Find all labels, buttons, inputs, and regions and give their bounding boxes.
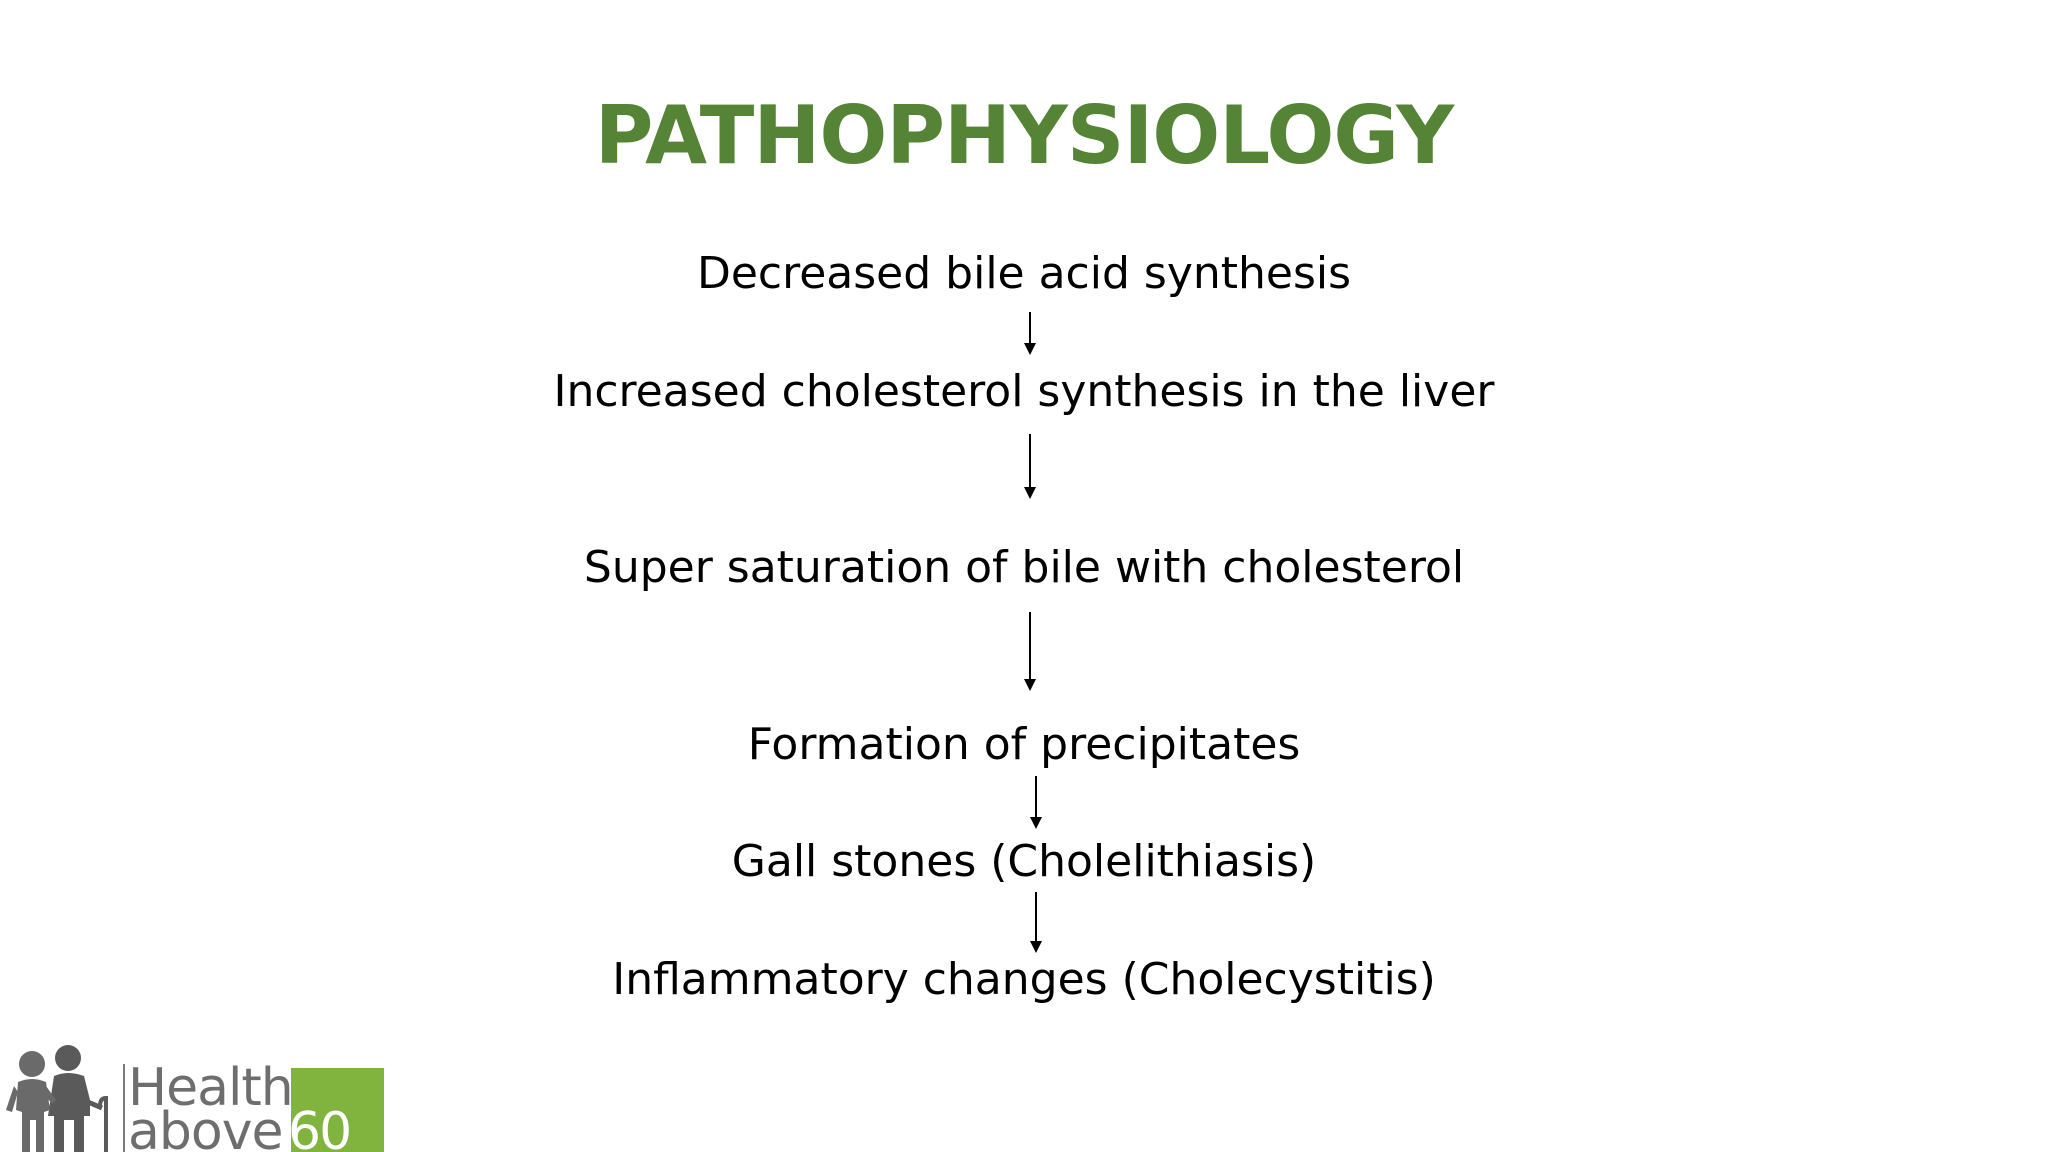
- brand-logo: [4, 1040, 388, 1152]
- logo-word-health: Health: [128, 1058, 293, 1118]
- flow-step-1: Decreased bile acid synthesis: [696, 248, 1352, 299]
- flow-step-3: Super saturation of bile with cholesterol: [583, 542, 1465, 593]
- flow-step-2: Increased cholesterol synthesis in the liver: [553, 366, 1495, 417]
- flow-step-4: Formation of precipitates: [747, 719, 1301, 770]
- logo-divider: [123, 1064, 125, 1152]
- arrow-down-icon: [1026, 892, 1046, 954]
- arrow-down-icon: [1026, 776, 1046, 830]
- elderly-couple-icon: [4, 1040, 120, 1152]
- page-title: PATHOPHYSIOLOGY: [594, 89, 1454, 182]
- flow-step-6: Inflammatory changes (Cholecystitis): [612, 954, 1436, 1005]
- flow-step-5: Gall stones (Cholelithiasis): [731, 836, 1317, 887]
- arrow-down-icon: [1020, 434, 1040, 500]
- logo-number: 60: [288, 1102, 351, 1152]
- arrow-down-icon: [1020, 312, 1040, 356]
- arrow-down-icon: [1020, 612, 1040, 692]
- logo-word-above: above: [128, 1102, 283, 1152]
